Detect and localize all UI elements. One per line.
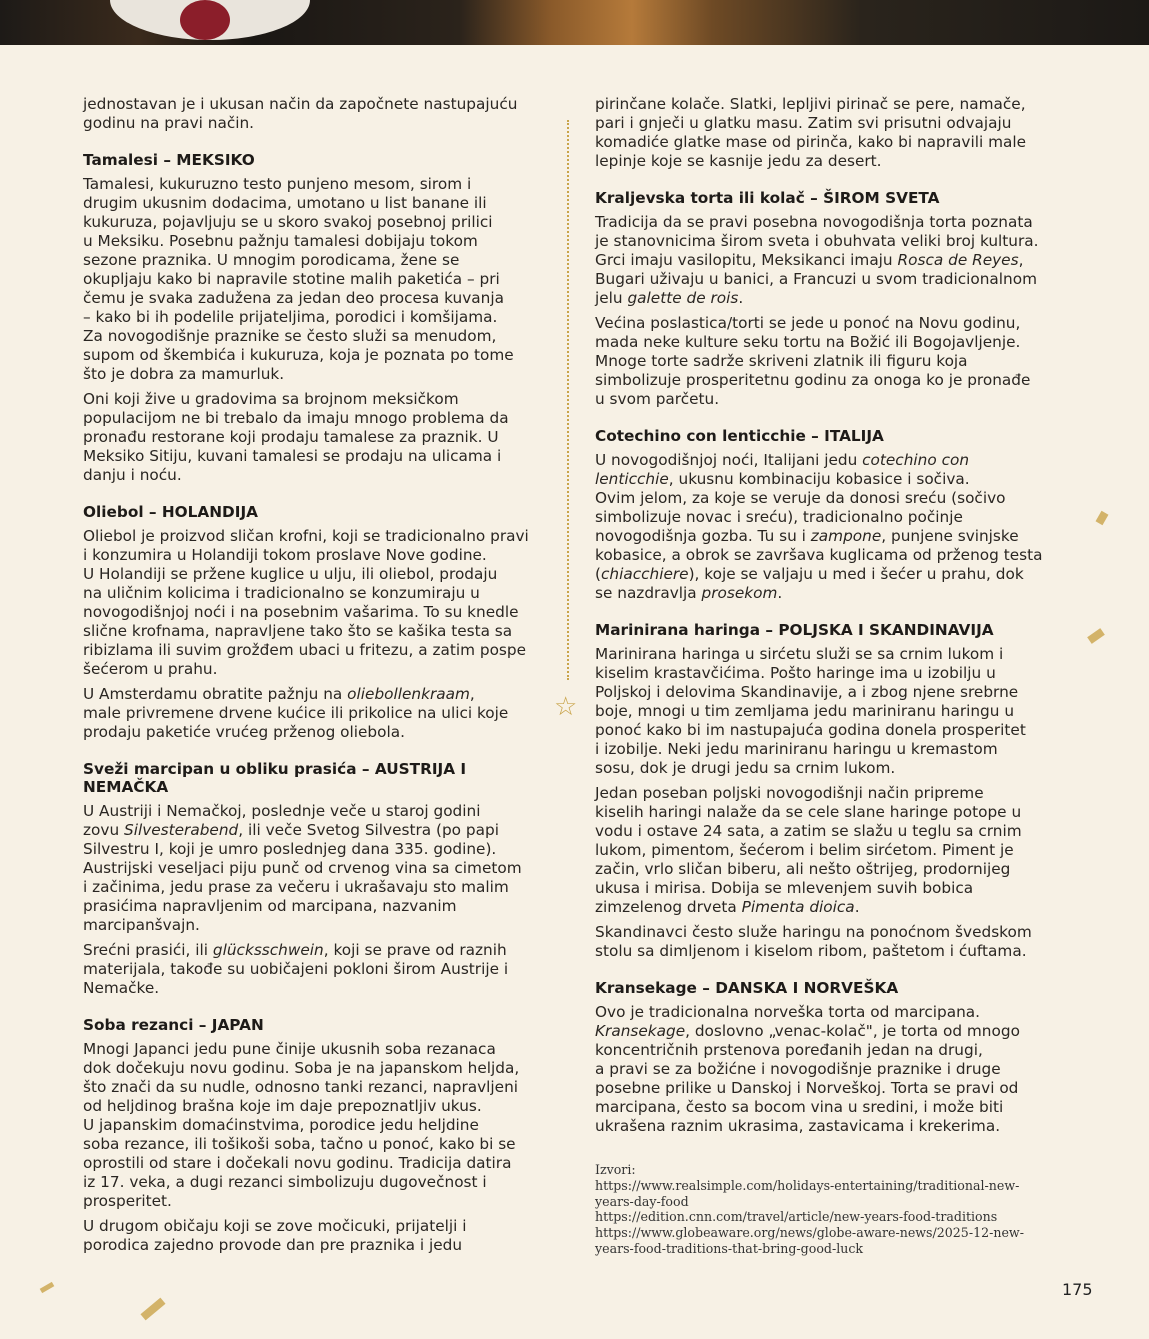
text-line: začin, vrlo sličan biberu, ali nešto oštrijeg, prodornijeg bbox=[595, 860, 1011, 878]
text-line: Kransekage – DANSKA I NORVEŠKA bbox=[595, 979, 899, 997]
text-line: U Austriji i Nemačkoj, poslednje veče u staroj godini bbox=[83, 802, 481, 820]
text-line: drugim ukusnim dodacima, umotano u list banane ili bbox=[83, 194, 487, 212]
right-column bbox=[595, 95, 1065, 1257]
text-line: populacijom ne bi trebalo da imaju mnogo problema da bbox=[83, 409, 509, 427]
paragraph bbox=[595, 213, 1065, 308]
confetti-decoration bbox=[1087, 628, 1105, 644]
text-line: ukusa i mirisa. Dobija se mlevenjem suvih bobica bbox=[595, 879, 974, 897]
paragraph bbox=[83, 95, 553, 133]
column-divider bbox=[567, 120, 569, 680]
text-line: mada neke kulture seku tortu na Božić ili Bogojavljenje. bbox=[595, 333, 1021, 351]
paragraph bbox=[595, 314, 1065, 409]
text-line: Srećni prasići, ili glücksschwein, koji se prave od raznih bbox=[83, 941, 507, 959]
confetti-decoration bbox=[1096, 511, 1109, 525]
confetti-decoration bbox=[140, 1298, 165, 1321]
paragraph bbox=[83, 685, 553, 742]
text-line: Skandinavci često služe haringu na ponoćnom švedskom bbox=[595, 923, 1032, 941]
header-food-photo bbox=[0, 0, 1149, 45]
text-line: U Amsterdamu obratite pažnju na oliebollenkraam, bbox=[83, 685, 475, 703]
text-line: Oliebol je proizvod sličan krofni, koji se tradicionalno pravi bbox=[83, 527, 529, 545]
text-line: Poljskoj i delovima Skandinavije, a i zbog njene srebrne bbox=[595, 683, 1019, 701]
text-line: simbolizuje prosperitetnu godinu za onoga ko je pronađe bbox=[595, 371, 1031, 389]
text-line: ukrašena raznim ukrasima, zastavicama i krekerima. bbox=[595, 1117, 1001, 1135]
text-line: koncentričnih prstenova poređanih jedan na drugi, bbox=[595, 1041, 983, 1059]
text-line: U novogodišnjoj noći, Italijani jedu cotechino con bbox=[595, 451, 970, 469]
fig-image bbox=[180, 0, 230, 40]
left-column bbox=[83, 95, 553, 1261]
text-line: od heljdinog brašna koje im daje prepoznatljiv ukus. bbox=[83, 1097, 482, 1115]
text-line: pari i gnječi u glatku masu. Zatim svi prisutni odvajaju bbox=[595, 114, 1012, 132]
text-line: boje, mnogi u tim zemljama jedu mariniranu haringu u bbox=[595, 702, 1015, 720]
text-line: godinu na pravi način. bbox=[83, 114, 255, 132]
paragraph bbox=[83, 390, 553, 485]
star-outline-icon: ☆ bbox=[554, 692, 578, 722]
text-line: što znači da su nudle, odnosno tanki rezanci, napravljeni bbox=[83, 1078, 519, 1096]
text-line: iz 17. veka, a dugi rezanci simbolizuju dugovečnost i bbox=[83, 1173, 487, 1191]
text-line: danju i noću. bbox=[83, 466, 182, 484]
text-line: Oni koji žive u gradovima sa brojnom meksičkom bbox=[83, 390, 459, 408]
text-line: Jedan poseban poljski novogodišnji način pripreme bbox=[595, 784, 984, 802]
paragraph bbox=[595, 1003, 1065, 1136]
source-link[interactable]: years-day-food bbox=[595, 1193, 689, 1209]
text-line: lukom, pimentom, šećerom i belim sirćetom. Piment je bbox=[595, 841, 1014, 859]
text-line: porodica zajedno provode dan pre praznika i jedu bbox=[83, 1236, 463, 1254]
section-heading bbox=[595, 621, 1065, 639]
text-line: prodaju paketiće vrućeg prženog oliebola. bbox=[83, 723, 405, 741]
paragraph bbox=[595, 95, 1065, 171]
text-line: Meksiko Sitiju, kuvani tamalesi se prodaju na ulicama i bbox=[83, 447, 502, 465]
confetti-decoration bbox=[40, 1282, 55, 1293]
text-line: Marinirana haringa u sirćetu služi se sa crnim lukom i bbox=[595, 645, 1004, 663]
section-heading bbox=[83, 151, 553, 169]
text-line: soba rezance, ili tošikoši soba, tačno u ponoć, kako bi se bbox=[83, 1135, 516, 1153]
text-line: Nemačke. bbox=[83, 979, 160, 997]
paragraph bbox=[83, 175, 553, 384]
text-line: i izobilje. Neki jedu mariniranu haringu u kremastom bbox=[595, 740, 998, 758]
text-line: kukuruza, pojavljuju se u skoro svakoj posebnoj prilici bbox=[83, 213, 493, 231]
text-line: Za novogodišnje praznike se često služi sa menudom, bbox=[83, 327, 497, 345]
text-line: U japanskim domaćinstvima, porodice jedu heljdine bbox=[83, 1116, 479, 1134]
text-line: oprostili od stare i dočekali novu godinu. Tradicija datira bbox=[83, 1154, 512, 1172]
text-line: marcipana, često sa bocom vina u sredini, i može biti bbox=[595, 1098, 1004, 1116]
paragraph bbox=[83, 1040, 553, 1211]
sources bbox=[595, 1162, 1065, 1257]
text-line: posebne prilike u Danskoj i Norveškoj. Torta se pravi od bbox=[595, 1079, 1019, 1097]
paragraph bbox=[83, 1217, 553, 1255]
text-line: na uličnim kolicima i tradicionalno se konzumiraju u bbox=[83, 584, 480, 602]
sources-label: Izvori: bbox=[595, 1162, 636, 1177]
text-line: U drugom običaju koji se zove močicuki, prijatelji i bbox=[83, 1217, 467, 1235]
text-line: NEMAČKA bbox=[83, 778, 169, 796]
text-line: prasićima napravljenim od marcipana, nazvanim bbox=[83, 897, 457, 915]
text-line: se nazdravlja prosekom. bbox=[595, 584, 783, 602]
source-link[interactable]: years-food-traditions-that-bring-good-luck bbox=[595, 1240, 864, 1256]
text-line: što je dobra za mamurluk. bbox=[83, 365, 285, 383]
text-line: Tamalesi – MEKSIKO bbox=[83, 151, 255, 169]
section-heading bbox=[595, 427, 1065, 445]
text-line: dok dočekuju novu godinu. Soba je na japanskom heljda, bbox=[83, 1059, 520, 1077]
text-line: pronađu restorane koji prodaju tamalese za praznik. U bbox=[83, 428, 499, 446]
paragraph bbox=[595, 645, 1065, 778]
text-line: kobasice, a obrok se završava kuglicama od prženog testa bbox=[595, 546, 1043, 564]
text-line: u Meksiku. Posebnu pažnju tamalesi dobijaju tokom bbox=[83, 232, 478, 250]
source-link[interactable]: https://edition.cnn.com/travel/article/new-years-food-traditions bbox=[595, 1209, 998, 1225]
text-line: je stanovnicima širom sveta i obuhvata veliki broj kultura. bbox=[595, 232, 1039, 250]
source-link[interactable]: https://www.globeaware.org/news/globe-aware-news/2025-12-new- bbox=[595, 1225, 1024, 1241]
text-line: Bugari uživaju u banici, a Francuzi u svom tradicionalnom bbox=[595, 270, 1037, 288]
text-line: stolu sa dimljenom i kiselom ribom, paštetom i ćuftama. bbox=[595, 942, 1027, 960]
text-line: simbolizuje novac i sreću), tradicionalno počinje bbox=[595, 508, 963, 526]
text-line: zovu Silvesterabend, ili veče Svetog Silvestra (po papi bbox=[83, 821, 499, 839]
text-line: Ovo je tradicionalna norveška torta od marcipana. bbox=[595, 1003, 981, 1021]
section-heading bbox=[595, 189, 1065, 207]
text-line: zimzelenog drveta Pimenta dioica. bbox=[595, 898, 860, 916]
section-heading bbox=[83, 760, 553, 796]
text-line: okupljaju kako bi napravile stotine malih paketića – pri bbox=[83, 270, 500, 288]
paragraph bbox=[595, 784, 1065, 917]
text-line: pirinčane kolače. Slatki, lepljivi pirinač se pere, namače, bbox=[595, 95, 1026, 113]
text-line: Tradicija da se pravi posebna novogodišnja torta poznata bbox=[595, 213, 1033, 231]
paragraph bbox=[595, 923, 1065, 961]
text-line: Ovim jelom, za koje se veruje da donosi sreću (sočivo bbox=[595, 489, 1006, 507]
text-line: lepinje koje se kasnije jedu za desert. bbox=[595, 152, 882, 170]
text-line: Mnogi Japanci jedu pune činije ukusnih soba rezanaca bbox=[83, 1040, 496, 1058]
text-line: i konzumira u Holandiji tokom proslave Nove godine. bbox=[83, 546, 487, 564]
text-line: kiselih haringi nalaže da se cele slane haringe potope u bbox=[595, 803, 1022, 821]
text-line: materijala, takođe su uobičajeni pokloni širom Austrije i bbox=[83, 960, 509, 978]
text-line: marcipanšvajn. bbox=[83, 916, 200, 934]
text-line: Sveži marcipan u obliku prasića – AUSTRIJA I bbox=[83, 760, 467, 778]
text-line: supom od škembića i kukuruza, koja je poznata po tome bbox=[83, 346, 514, 364]
text-line: ribizlama ili suvim grožđem ubaci u fritezu, a zatim pospe bbox=[83, 641, 527, 659]
text-line: Tamalesi, kukuruzno testo punjeno mesom, sirom i bbox=[83, 175, 472, 193]
text-line: Mnoge torte sadrže skriveni zlatnik ili figuru koja bbox=[595, 352, 968, 370]
text-line: šećerom u prahu. bbox=[83, 660, 218, 678]
paragraph bbox=[595, 451, 1065, 603]
text-line: Marinirana haringa – POLJSKA I SKANDINAVIJA bbox=[595, 621, 994, 639]
text-line: slične krofnama, napravljene tako što se kašika testa sa bbox=[83, 622, 513, 640]
text-line: (chiacchiere), koje se valjaju u med i šećer u prahu, dok bbox=[595, 565, 1024, 583]
text-line: jednostavan je i ukusan način da započnete nastupajuću bbox=[83, 95, 518, 113]
text-line: Kransekage, doslovno „venac-kolač", je torta od mnogo bbox=[595, 1022, 1020, 1040]
text-line: U Holandiji se pržene kuglice u ulju, ili oliebol, prodaju bbox=[83, 565, 498, 583]
text-line: i začinima, jedu prase za večeru i ukrašavaju sto malim bbox=[83, 878, 509, 896]
text-line: u svom parčetu. bbox=[595, 390, 720, 408]
text-line: lenticchie, ukusnu kombinaciju kobasice i sočiva. bbox=[595, 470, 970, 488]
text-line: Austrijski veseljaci piju punč od crvenog vina sa cimetom bbox=[83, 859, 522, 877]
section-heading bbox=[83, 503, 553, 521]
text-line: sosu, dok je drugi jedu sa crnim lukom. bbox=[595, 759, 896, 777]
text-line: jelu galette de rois. bbox=[595, 289, 744, 307]
text-line: male privremene drvene kućice ili prikolice na ulici koje bbox=[83, 704, 509, 722]
text-line: novogodišnja gozba. Tu su i zampone, punjene svinjske bbox=[595, 527, 1019, 545]
section-heading bbox=[83, 1016, 553, 1034]
text-line: prosperitet. bbox=[83, 1192, 172, 1210]
text-line: Većina poslastica/torti se jede u ponoć na Novu godinu, bbox=[595, 314, 1021, 332]
text-line: – kako bi ih podelile prijateljima, porodici i komšijama. bbox=[83, 308, 498, 326]
text-line: vodu i ostave 24 sata, a zatim se slažu u teglu sa crnim bbox=[595, 822, 1022, 840]
text-line: Soba rezanci – JAPAN bbox=[83, 1016, 264, 1034]
text-line: Kraljevska torta ili kolač – ŠIROM SVETA bbox=[595, 189, 940, 207]
section-heading bbox=[595, 979, 1065, 997]
paragraph bbox=[83, 527, 553, 679]
text-line: a pravi se za božićne i novogodišnje praznike i druge bbox=[595, 1060, 1001, 1078]
text-line: komadiće glatke mase od pirinča, kako bi napravili male bbox=[595, 133, 1027, 151]
text-line: Oliebol – HOLANDIJA bbox=[83, 503, 258, 521]
text-line: čemu je svaka zadužena za jedan deo procesa kuvanja bbox=[83, 289, 504, 307]
text-line: ponoć kako bi im nastupajuća godina donela prosperitet bbox=[595, 721, 1026, 739]
text-line: kiselim krastavčićima. Pošto haringe ima u izobilju u bbox=[595, 664, 996, 682]
paragraph bbox=[83, 802, 553, 935]
text-line: sezone praznika. U mnogim porodicama, žene se bbox=[83, 251, 460, 269]
text-line: Cotechino con lenticchie – ITALIJA bbox=[595, 427, 884, 445]
source-link[interactable]: https://www.realsimple.com/holidays-entertaining/traditional-new- bbox=[595, 1177, 1020, 1193]
page-number: 175 bbox=[1062, 1280, 1093, 1299]
paragraph bbox=[83, 941, 553, 998]
text-line: novogodišnjoj noći i na posebnim vašarima. To su knedle bbox=[83, 603, 519, 621]
text-line: Silvestru I, koji je umro poslednjeg dana 335. godine). bbox=[83, 840, 497, 858]
text-line: Grci imaju vasilopitu, Meksikanci imaju Rosca de Reyes, bbox=[595, 251, 1024, 269]
